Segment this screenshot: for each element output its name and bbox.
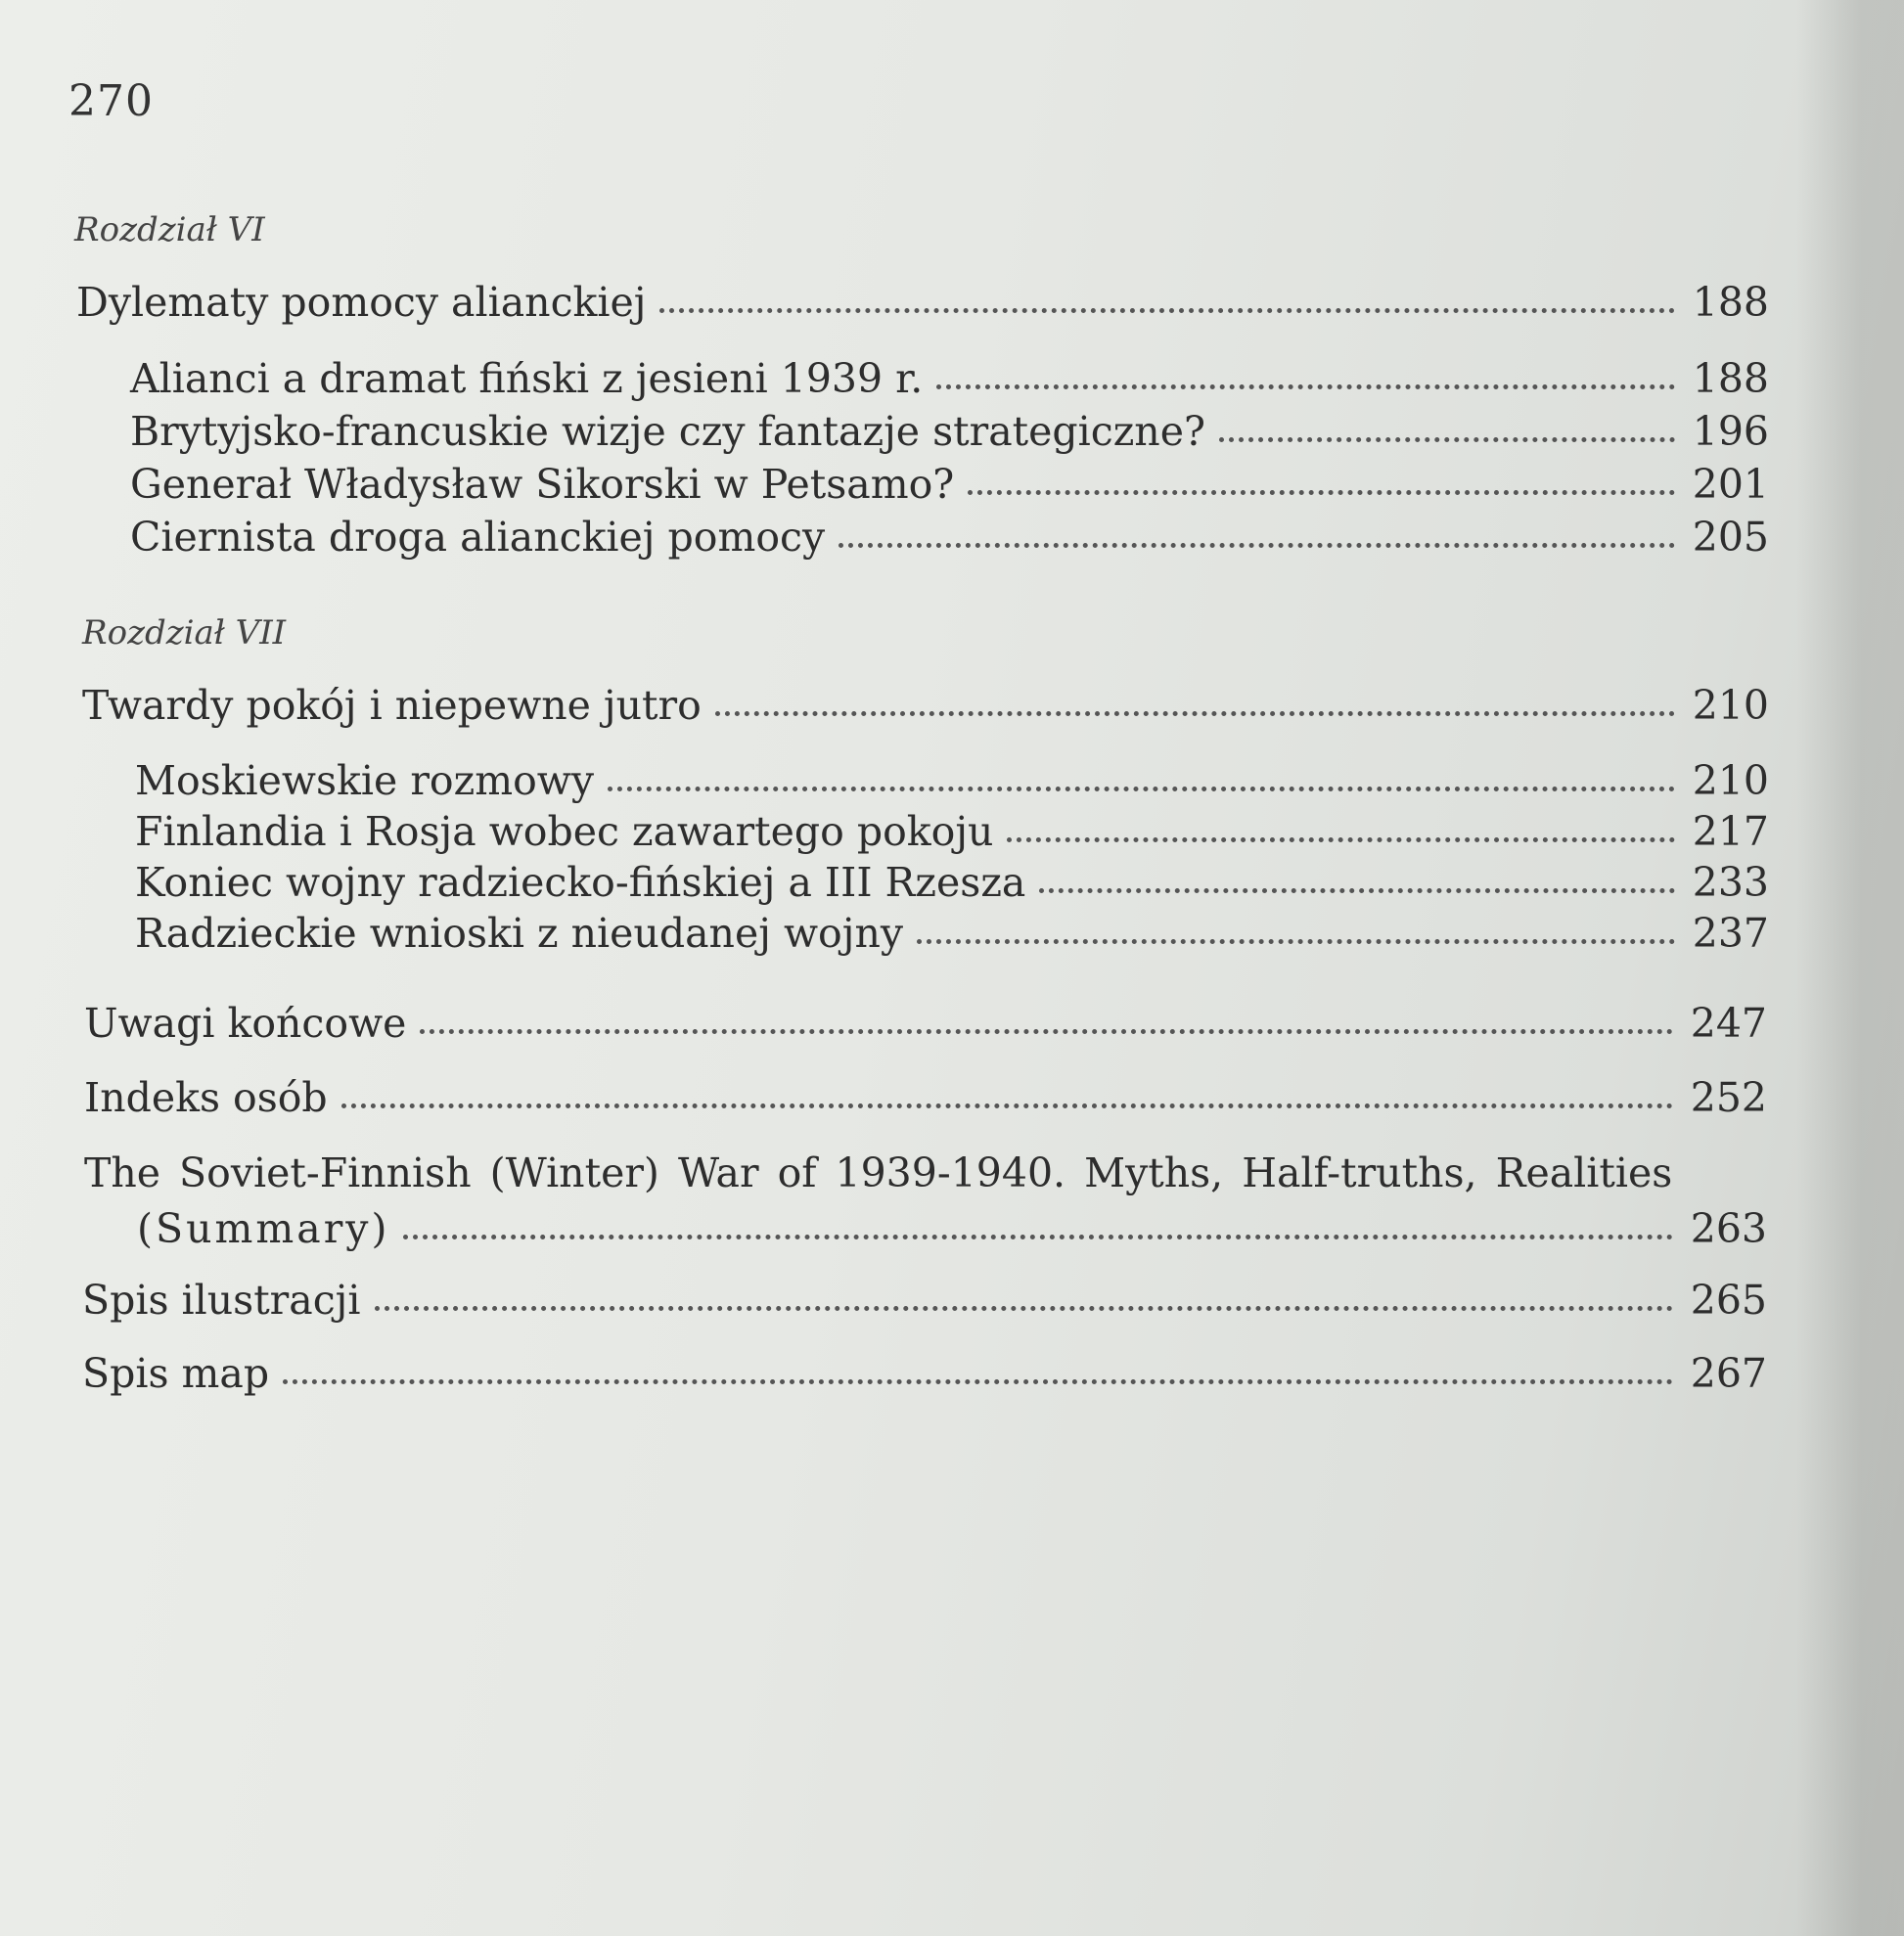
- toc-entry-page: 205: [1692, 514, 1769, 561]
- toc-entry-page: 217: [1692, 808, 1769, 855]
- toc-entry-page: 252: [1690, 1074, 1767, 1121]
- dot-leader: [1219, 437, 1675, 442]
- toc-entry-page: 233: [1692, 859, 1769, 906]
- dot-leader: [341, 1103, 1673, 1108]
- toc-entry-title: Indeks osób: [84, 1074, 328, 1121]
- toc-entry-page: 267: [1690, 1350, 1767, 1397]
- page-number: 270: [68, 76, 154, 126]
- toc-entry-chapter7-main: [82, 682, 1769, 729]
- toc-entry-page: 188: [1692, 279, 1769, 326]
- toc-entry-title: Dylematy pomocy alianckiej: [76, 279, 647, 326]
- toc-entry-summary-title-line1: The Soviet-Finnish (Winter) War of 1939-1940. Myths, Half-truths, Realities: [84, 1149, 1673, 1196]
- toc-entry-title: Spis map: [82, 1350, 270, 1397]
- dot-leader: [420, 1029, 1672, 1034]
- toc-entry-title: Spis ilustracji: [82, 1277, 361, 1324]
- dot-leader: [608, 787, 1675, 791]
- toc-entry-page: 237: [1692, 910, 1769, 957]
- toc-entry-page: 210: [1692, 757, 1769, 804]
- toc-entry-chapter7-sub-1: [135, 757, 1769, 804]
- toc-entry-chapter6-main: [76, 279, 1769, 326]
- toc-entry-chapter6-sub-4: [130, 514, 1769, 561]
- dot-leader: [715, 711, 1675, 716]
- toc-entry-indeks-osob: [84, 1074, 1767, 1121]
- dot-leader: [1039, 888, 1674, 893]
- toc-entry-summary: [137, 1205, 1767, 1252]
- toc-entry-chapter7-sub-3: [135, 859, 1769, 906]
- toc-entry-chapter7-sub-2: [135, 808, 1769, 855]
- toc-entry-page: 263: [1690, 1205, 1767, 1252]
- toc-entry-chapter7-sub-4: [135, 910, 1769, 957]
- toc-entry-title: Koniec wojny radziecko-fińskiej a III Rzesza: [135, 859, 1026, 906]
- toc-entry-chapter6-sub-1: [130, 355, 1769, 402]
- toc-entry-title: Uwagi końcowe: [84, 1000, 407, 1047]
- toc-entry-title: Finlandia i Rosja wobec zawartego pokoju: [135, 808, 994, 855]
- toc-entry-title: Brytyjsko-francuskie wizje czy fantazje strategiczne?: [130, 408, 1205, 455]
- dot-leader: [1007, 837, 1674, 842]
- dot-leader: [659, 308, 1674, 313]
- toc-entry-page: 210: [1692, 682, 1769, 729]
- toc-entry-title: Twardy pokój i niepewne jutro: [82, 682, 702, 729]
- dot-leader: [375, 1306, 1673, 1311]
- dot-leader: [936, 384, 1674, 389]
- toc-entry-page: 265: [1690, 1277, 1767, 1324]
- toc-entry-title: (Summary): [137, 1205, 390, 1252]
- toc-entry-page: 196: [1692, 408, 1769, 455]
- toc-entry-chapter6-sub-3: [130, 461, 1769, 508]
- toc-entry-spis-map: [82, 1350, 1767, 1397]
- toc-entry-title: Moskiewskie rozmowy: [135, 757, 595, 804]
- toc-entry-chapter6-sub-2: [130, 408, 1769, 455]
- toc-entry-page: 247: [1690, 1000, 1767, 1047]
- toc-entry-spis-ilustracji: [82, 1277, 1767, 1324]
- toc-entry-page: 201: [1692, 461, 1769, 508]
- toc-entry-title: Ciernista droga alianckiej pomocy: [130, 514, 826, 561]
- dot-leader: [917, 939, 1675, 944]
- dot-leader: [968, 490, 1674, 495]
- dot-leader: [403, 1235, 1672, 1239]
- chapter-label-vii: Rozdział VII: [82, 613, 287, 653]
- page-edge-shadow: [1796, 0, 1904, 1936]
- toc-entry-title: Radzieckie wnioski z nieudanej wojny: [135, 910, 904, 957]
- dot-leader: [839, 543, 1675, 548]
- toc-entry-title: Generał Władysław Sikorski w Petsamo?: [130, 461, 955, 508]
- toc-entry-uwagi-koncowe: [84, 1000, 1767, 1047]
- dot-leader: [283, 1379, 1673, 1384]
- toc-entry-page: 188: [1692, 355, 1769, 402]
- chapter-label-vi: Rozdział VI: [74, 210, 265, 249]
- toc-entry-title: Alianci a dramat fiński z jesieni 1939 r.: [130, 355, 924, 402]
